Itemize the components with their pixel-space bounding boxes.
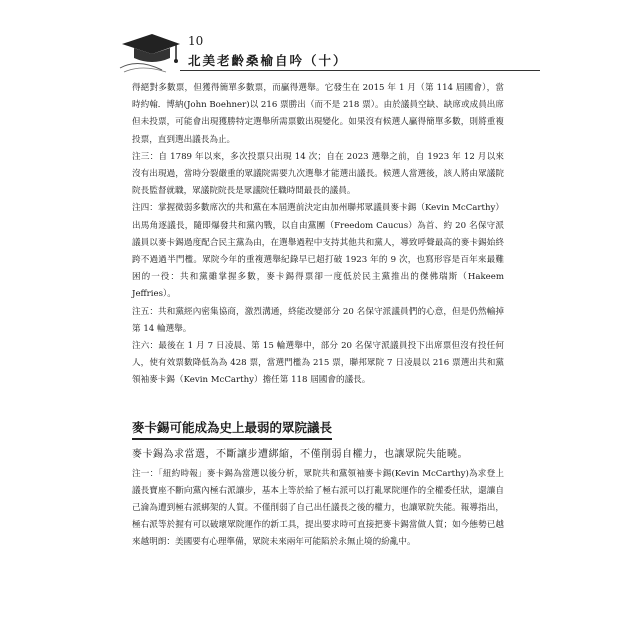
page-header — [118, 28, 538, 76]
note-paragraph: 注四：掌握微弱多數席次的共和黨在本屆選前決定由加州聯邦眾議員麥卡錫（Kevin McCarthy）出馬角逐議長，隨即爆發共和黨內戰，以自由黨團（Freedom Caucus）為首、約 20 名保守派議員以麥卡錫過度配合民主黨為由，在選舉過程中支持其他共和黨人，導致呼聲最高的麥卡錫始終跨不過過半門檻。眾院今年的重複選舉紀錄早已超打破 1923 年的 9 次，也寫形容是百年來最難困的一役：共和黨雖掌握多數，麥卡錫得票卻一度低於民主黨推出的傑佛瑞斯（Hakeem Jeffries）。 — [132, 203, 504, 300]
note-paragraph: 注五：共和黨經內密集協商，激烈溝通，終能改變部分 20 名保守派議員們的心意，但是仍然輸掉第 14 輪選舉。 — [132, 306, 504, 334]
page-number: 10 — [188, 34, 204, 48]
note-paragraph: 注三：自 1789 年以來，多次投票只出現 14 次；自在 2023 選舉之前，自 1923 年 12 月以來沒有出現過，當時分裂嚴重的眾議院需要九次選舉才能選出議長。候選人當選後，該人將由眾議院院長監督就職，眾議院院長是眾議院任職時間最長的議員。 — [132, 151, 504, 197]
section-heading: 麥卡錫可能成為史上最弱的眾院議長 — [132, 418, 332, 440]
header-rule — [180, 70, 540, 71]
running-title: 北美老齡桑榆自吟（十） — [188, 53, 348, 68]
note-paragraph: 注六：最後在 1 月 7 日凌晨、第 15 輪選舉中，部分 20 名保守派議員投下出席票但沒有投任何人，使有效票數降低為為 428 票，當選門檻為 215 票，聯邦眾院 7 日凌晨以 216 票選出共和黨領袖麥卡錫（Kevin McCarthy）擔任第 118 屆國會的議長。 — [132, 341, 504, 386]
section-lead: 麥卡錫為求當選，不斷讓步遭綁縮，不僅削弱自權力，也讓眾院失能曉。 — [132, 448, 468, 460]
paragraph: 得絕對多數票，但獲得簡單多數票，而贏得選舉。它發生在 2015 年 1 月（第 114 屆國會），當時約翰．博納(John Boehner)以 216 票勝出（而不是 218 票）。由於議員空缺、缺席或成員出席但未投票，可能會出現獲勝特定選舉所需票數出現變化。如果沒有候選人贏得簡單多數，則將重複投票，直到選出議長為止。 — [132, 83, 504, 145]
graduation-cap-icon — [118, 28, 182, 74]
note-paragraph: 注一：「紐約時報」麥卡錫為當選以後分析，眾院共和黨領袖麥卡錫(Kevin McCarthy)為求登上議長寶座不斷向黨內極右派讓步，基本上等於給了極右派可以打亂眾院運作的全權委任狀，還讓自己淪為遭到極右派綁架的人質。不僅削弱了自己出任議長之後的權力，也讓眾院失能。報導指出，極右派等於握有可以破壞眾院運作的新工具，提出要求時可直接把麥卡錫當做人質；如今態勢已越來越明朗：美國要有心理準備，眾院未來兩年可能陷於永無止境的紛亂中。 — [132, 468, 504, 548]
body-text — [132, 80, 504, 552]
